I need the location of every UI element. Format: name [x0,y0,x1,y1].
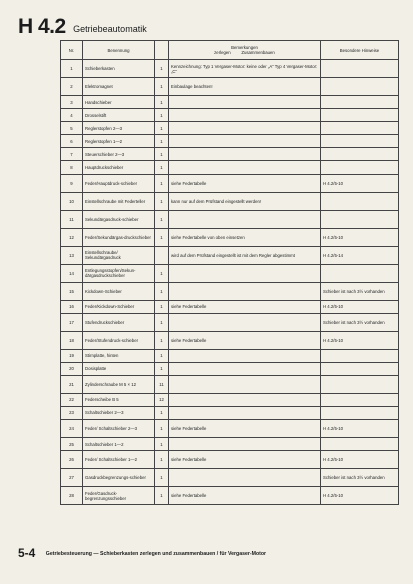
cell-note [321,60,399,78]
cell-qty: 1 [155,420,169,438]
cell-note: H 4.2/5-10 [321,451,399,469]
cell-remark [169,282,321,300]
page-header [18,15,147,37]
cell-qty: 1 [155,135,169,148]
cell-note [321,349,399,362]
table-row [61,469,399,487]
cell-note [321,161,399,174]
cell-note [321,264,399,282]
cell-remark [169,438,321,451]
cell-nr: 21 [61,375,83,393]
table-row [61,210,399,228]
cell-remark [169,148,321,161]
cell-name: Stufendruckschieber [83,313,155,331]
table-row [61,438,399,451]
table-row [61,148,399,161]
cell-name: Feder/Sekundärgas-druckschieber [83,228,155,246]
cell-nr: 15 [61,282,83,300]
table-row [61,420,399,438]
cell-nr: 7 [61,148,83,161]
cell-remark: kann nur auf dem Prüfstand eingestellt werden! [169,192,321,210]
chapter-title: Getriebeautomatik [73,24,147,34]
cell-note [321,393,399,406]
cell-remark [169,96,321,109]
cell-remark: siehe Federtabelle [169,174,321,192]
cell-nr: 1 [61,60,83,78]
cell-nr: 16 [61,300,83,313]
table-row [61,313,399,331]
cell-nr: 13 [61,246,83,264]
cell-qty: 1 [155,362,169,375]
cell-note: Schieber ist nach 3½ vorhanden [321,469,399,487]
table-row [61,109,399,122]
table-row [61,78,399,96]
cell-remark: siehe Federtabelle von oben einsetzen [169,228,321,246]
cell-qty: 1 [155,331,169,349]
cell-qty: 1 [155,60,169,78]
cell-remark [169,161,321,174]
cell-name: Feder/Hauptdruck-schieber [83,174,155,192]
cell-remark [169,264,321,282]
cell-qty: 1 [155,469,169,487]
cell-remark [169,210,321,228]
table-row [61,393,399,406]
cell-nr: 5 [61,122,83,135]
table-row [61,362,399,375]
cell-note: H 4.2/5-10 [321,228,399,246]
cell-qty: 1 [155,174,169,192]
cell-name: Reglerstopfen 2—3 [83,122,155,135]
cell-name: Feder/Kickdown-Schieber [83,300,155,313]
cell-remark [169,135,321,148]
cell-note [321,135,399,148]
cell-nr: 12 [61,228,83,246]
cell-nr: 9 [61,174,83,192]
cell-note: H 4.2/5-10 [321,331,399,349]
cell-nr: 19 [61,349,83,362]
cell-nr: 28 [61,487,83,505]
cell-name: Einstellschraube/ Sekundärgasdruck [83,246,155,264]
cell-remark [169,393,321,406]
cell-name: Federscheibe B 5 [83,393,155,406]
cell-qty [155,246,169,264]
cell-nr: 25 [61,438,83,451]
cell-name: Stirnplatte, hinten [83,349,155,362]
cell-nr: 14 [61,264,83,282]
cell-qty: 1 [155,451,169,469]
cell-note [321,406,399,419]
cell-qty: 1 [155,161,169,174]
cell-nr: 6 [61,135,83,148]
cell-nr: 20 [61,362,83,375]
cell-nr: 2 [61,78,83,96]
cell-qty: 1 [155,228,169,246]
table-row [61,228,399,246]
cell-qty: 1 [155,282,169,300]
cell-name: Feder/Gasdruck-begrenzungsschieber [83,487,155,505]
cell-name: Feder/Stufendruck-schieber [83,331,155,349]
cell-qty: 1 [155,192,169,210]
cell-note: H 4.2/5-10 [321,487,399,505]
cell-qty: 1 [155,438,169,451]
cell-nr: 11 [61,210,83,228]
cell-qty: 1 [155,148,169,161]
cell-qty: 1 [155,96,169,109]
cell-qty: 1 [155,122,169,135]
cell-nr: 26 [61,451,83,469]
header-remarks [169,41,321,60]
cell-nr: 10 [61,192,83,210]
cell-name: Schaltschieber 1—2 [83,438,155,451]
table-row [61,282,399,300]
header-nr: Nr. [61,41,83,60]
cell-name: Dosisplatte [83,362,155,375]
cell-name: Schieberkasten [83,60,155,78]
cell-qty: 1 [155,78,169,96]
cell-nr: 4 [61,109,83,122]
cell-note [321,148,399,161]
cell-nr: 3 [61,96,83,109]
cell-name: Gasdruckbegrenzungs-schieber [83,469,155,487]
header-remarks-sub: zerlegen Zusammenbauen [214,50,275,55]
cell-nr: 17 [61,313,83,331]
table-row [61,135,399,148]
cell-qty: 11 [155,375,169,393]
cell-note: H 4.2/5-10 [321,420,399,438]
cell-remark [169,375,321,393]
cell-note: Schieber ist nach 3½ vorhanden [321,282,399,300]
cell-note [321,122,399,135]
cell-remark [169,469,321,487]
cell-remark [169,362,321,375]
header-name: Benennung [83,41,155,60]
cell-nr: 24 [61,420,83,438]
table-row [61,60,399,78]
cell-note [321,362,399,375]
table-row [61,375,399,393]
table-row [61,174,399,192]
cell-name: Steuerschieber 2—3 [83,148,155,161]
table-body [61,60,399,505]
cell-remark: Kennzeichnung: Typ 1 Vergaser-Motor: keine oder „A“ Typ 4 Vergaser-Motor: „C“ [169,60,321,78]
page-number: 5-4 [18,546,36,560]
table-row [61,331,399,349]
cell-remark [169,313,321,331]
cell-qty: 1 [155,264,169,282]
cell-nr: 18 [61,331,83,349]
cell-name: Feder/ Schaltschieber 2—3 [83,420,155,438]
cell-qty: 1 [155,210,169,228]
cell-nr: 23 [61,406,83,419]
header-qty [155,41,169,60]
cell-note [321,438,399,451]
table-row [61,349,399,362]
cell-note [321,192,399,210]
cell-remark [169,406,321,419]
table-row [61,300,399,313]
header-remarks-main: Bemerkungen [231,45,258,50]
cell-name: Drosselstift [83,109,155,122]
table-row [61,246,399,264]
cell-qty: 1 [155,109,169,122]
cell-nr: 8 [61,161,83,174]
cell-qty: 12 [155,393,169,406]
chapter-number: H 4.2 [18,15,66,38]
cell-remark: Einbaulage beachten! [169,78,321,96]
cell-qty: 1 [155,300,169,313]
cell-remark [169,109,321,122]
table-row [61,406,399,419]
cell-name: Entlegungsstopfen/Sekun-därgasdruckschieber [83,264,155,282]
cell-note [321,210,399,228]
table-header-row [61,41,399,60]
footer-text: Getriebesteuerung — Schieberkasten zerlegen und zusammenbauen / für Vergaser-Motor [45,551,267,557]
table-row [61,96,399,109]
cell-name: Sekundärgasdruck-schieber [83,210,155,228]
cell-remark: siehe Federtabelle [169,420,321,438]
cell-name: Hauptdruckschieber [83,161,155,174]
table-row [61,451,399,469]
cell-qty: 1 [155,313,169,331]
cell-name: Feder/ Schaltschieber 1—2 [83,451,155,469]
cell-remark: siehe Federtabelle [169,487,321,505]
cell-qty: 1 [155,487,169,505]
cell-name: Zylinderschraube M 5 × 12 [83,375,155,393]
cell-remark: siehe Federtabelle [169,451,321,469]
cell-remark: wird auf dem Prüfstand eingestellt ist mit dem Regler abgestimmt [169,246,321,264]
cell-qty: 1 [155,406,169,419]
table-row [61,487,399,505]
cell-name: Einstellschraube mit Federteller [83,192,155,210]
page-footer [18,544,398,562]
cell-qty: 1 [155,349,169,362]
table-row [61,161,399,174]
cell-note: Schieber ist nach 3½ vorhanden [321,313,399,331]
cell-name: Schaltschieber 2—3 [83,406,155,419]
parts-table [60,40,399,505]
cell-nr: 22 [61,393,83,406]
cell-remark [169,122,321,135]
cell-note: H 4.2/5-14 [321,246,399,264]
cell-remark [169,349,321,362]
cell-note [321,109,399,122]
cell-name: Reglerstopfen 1—2 [83,135,155,148]
table-row [61,192,399,210]
cell-name: Handschieber [83,96,155,109]
cell-note [321,96,399,109]
cell-note [321,375,399,393]
cell-name: Kickdown-Schieber [83,282,155,300]
cell-note: H 4.2/5-10 [321,300,399,313]
table-row [61,264,399,282]
cell-nr: 27 [61,469,83,487]
cell-remark: siehe Federtabelle [169,331,321,349]
cell-remark: siehe Federtabelle [169,300,321,313]
cell-note: H 4.2/5-10 [321,174,399,192]
header-notes: Besondere Hinweise [321,41,399,60]
cell-note [321,78,399,96]
cell-name: Elektromagnet [83,78,155,96]
table-row [61,122,399,135]
